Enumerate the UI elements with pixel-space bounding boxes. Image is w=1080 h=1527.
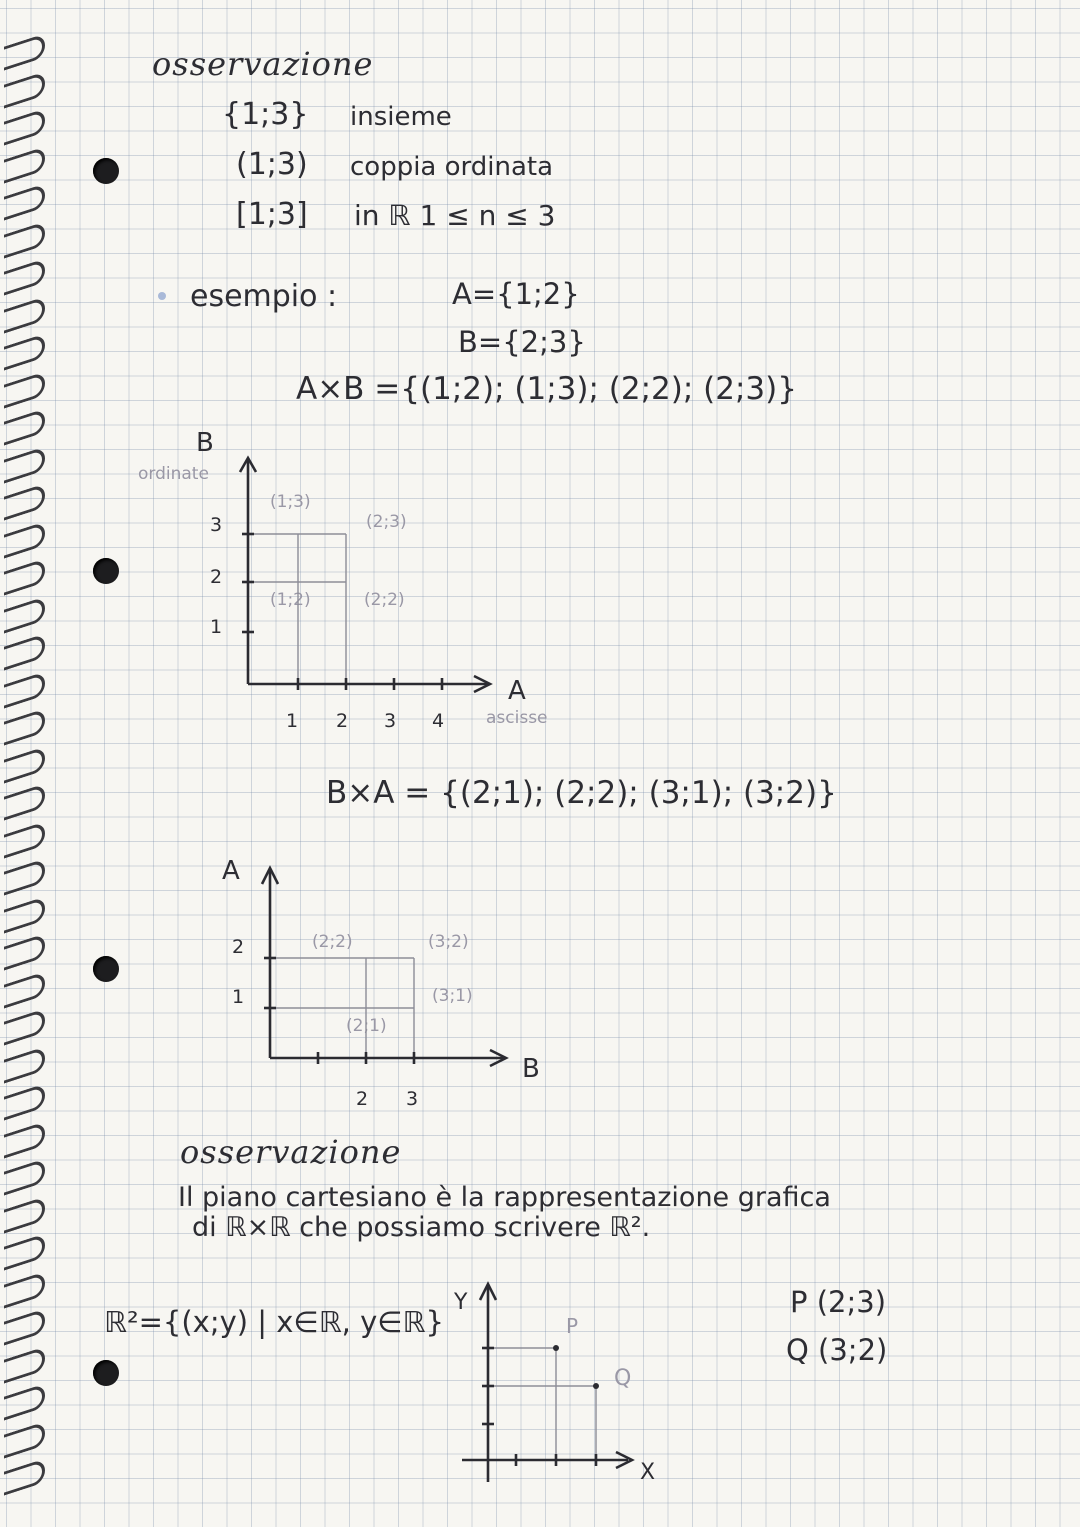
graph1-point-label: (1;2) xyxy=(270,590,311,610)
r2-point-q-label: Q xyxy=(614,1366,632,1391)
r2-x-axis-name: X xyxy=(640,1460,656,1485)
observation-text-line1: Il piano cartesiano è la rappresentazione grafica xyxy=(178,1182,831,1213)
cartesian-product-bxa: B×A = {(2;1); (2;2); (3;1); (3;2)} xyxy=(326,775,837,811)
observation-heading-2: osservazione xyxy=(180,1133,402,1171)
ordered-pair-desc: coppia ordinata xyxy=(350,152,554,182)
graph1-point-label: (2;3) xyxy=(366,512,407,532)
graph2-y-tick: 2 xyxy=(232,936,245,958)
observation-heading: osservazione xyxy=(152,45,374,83)
set-a: A={1;2} xyxy=(452,277,580,311)
graph2-y-axis-name: A xyxy=(222,856,240,886)
graph1-y-axis-caption: ordinate xyxy=(138,464,209,484)
graph2-point-label: (3;1) xyxy=(432,986,473,1006)
r2-point-q xyxy=(593,1383,599,1389)
graph2-x-tick: 3 xyxy=(406,1088,419,1110)
graph2-x-axis-name: B xyxy=(522,1054,540,1084)
graph1-x-tick: 1 xyxy=(286,710,299,732)
interval-notation: [1;3] xyxy=(236,197,308,232)
example-label: esempio : xyxy=(190,279,338,314)
r2-coord-q: Q (3;2) xyxy=(786,1333,888,1367)
ordered-pair-notation: (1;3) xyxy=(236,147,308,182)
graph1-x-tick: 3 xyxy=(384,710,397,732)
r2-point-p xyxy=(553,1345,559,1351)
graph1-y-axis-name: B xyxy=(196,428,214,458)
set-notation-desc: insieme xyxy=(350,102,452,132)
graph1-x-axis-caption: ascisse xyxy=(486,708,548,728)
graph2-point-label: (2;2) xyxy=(312,932,353,952)
graph2-x-tick: 2 xyxy=(356,1088,369,1110)
graph1-y-tick: 2 xyxy=(210,566,223,588)
graph2-y-tick: 1 xyxy=(232,986,245,1008)
graph1-point-label: (1;3) xyxy=(270,492,311,512)
graph2-point-label: (3;2) xyxy=(428,932,469,952)
graph1-y-tick: 3 xyxy=(210,514,223,536)
graph2-point-label: (2;1) xyxy=(346,1016,387,1036)
interval-desc: in ℝ 1 ≤ n ≤ 3 xyxy=(354,199,556,232)
r2-point-p-label: P xyxy=(566,1314,579,1338)
graph1-y-tick: 1 xyxy=(210,616,223,638)
r2-coord-p: P (2;3) xyxy=(790,1285,887,1319)
graph1-x-axis-name: A xyxy=(508,676,526,706)
graph1-x-tick: 2 xyxy=(336,710,349,732)
observation-text-line2: di ℝ×ℝ che possiamo scrivere ℝ². xyxy=(192,1212,651,1243)
set-notation: {1;3} xyxy=(222,97,309,132)
r2-definition: ℝ²={(x;y) | x∈ℝ, y∈ℝ} xyxy=(104,1305,444,1339)
graph1-point-label: (2;2) xyxy=(364,590,405,610)
graph1-x-tick: 4 xyxy=(432,710,445,732)
set-b: B={2;3} xyxy=(458,325,586,359)
r2-y-axis-name: Y xyxy=(454,1290,468,1315)
cartesian-product-axb: A×B ={(1;2); (1;3); (2;2); (2;3)} xyxy=(296,371,797,407)
